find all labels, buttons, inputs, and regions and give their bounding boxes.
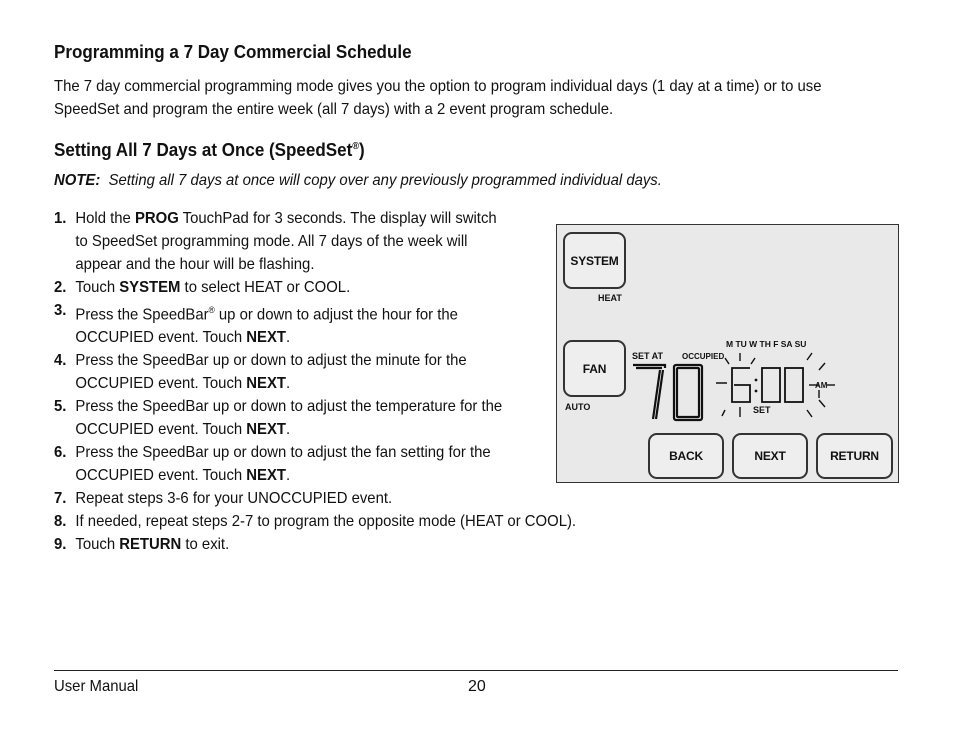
step-number: 7. (54, 490, 67, 508)
step-text: Press the SpeedBar up or down to adjust the fan setting for the OCCUPIED event. Touch (75, 444, 491, 485)
footer-divider (54, 670, 898, 671)
step-7 (54, 487, 708, 510)
step-number: 1. (54, 210, 67, 227)
step-text: to exit. (181, 536, 230, 554)
step-text: . (285, 421, 291, 439)
back-button[interactable]: BACK (648, 433, 724, 479)
step-keyword: PROG (134, 210, 179, 227)
fan-button[interactable]: FAN (563, 340, 626, 397)
step-number: 9. (54, 536, 67, 554)
thermostat-display (556, 224, 899, 483)
temperature-digit-7 (633, 365, 665, 419)
step-keyword: RETURN (119, 536, 182, 554)
step-text: Press the SpeedBar up or down to adjust the minute for the OCCUPIED event. Touch (75, 352, 467, 393)
steps-list (54, 207, 577, 556)
page-number: 20 (468, 678, 486, 695)
step-6 (54, 441, 512, 487)
step-text: If needed, repeat steps 2-7 to program the opposite mode (HEAT or COOL). (75, 513, 577, 531)
step-text: Press the SpeedBar (75, 306, 209, 324)
step-number: 4. (54, 352, 67, 370)
step-keyword: NEXT (246, 421, 286, 439)
step-text: . (285, 329, 291, 347)
step-3 (54, 299, 512, 349)
step-2 (54, 276, 512, 299)
step-number: 3. (54, 302, 67, 319)
step-number: 5. (54, 398, 67, 416)
time-colon (755, 379, 758, 382)
step-text: . (285, 375, 291, 393)
step-number: 8. (54, 513, 67, 531)
system-button[interactable]: SYSTEM (563, 232, 626, 289)
step-4 (54, 349, 512, 395)
days-indicator: M TU W TH F SA SU (726, 339, 807, 349)
step-text: . (285, 467, 291, 485)
step-5 (54, 395, 512, 441)
step-keyword: NEXT (246, 467, 286, 485)
section-heading-close: ) (359, 139, 365, 160)
step-text: TouchPad for 3 seconds. The display will switch to SpeedSet programming mode. All 7 days of the week will appear and the hour will be flashing. (75, 210, 497, 273)
step-number: 6. (54, 444, 67, 462)
step-text: Repeat steps 3-6 for your UNOCCUPIED event. (75, 490, 393, 508)
time-digit-6 (732, 368, 750, 402)
note-text: Setting all 7 days at once will copy over any previously programmed individual days. (108, 172, 662, 189)
page-heading: Programming a 7 Day Commercial Schedule (54, 41, 412, 62)
section-heading-text: Setting All 7 Days at Once (SpeedSet (54, 139, 353, 160)
note-label: NOTE: (54, 172, 101, 189)
step-1 (54, 207, 512, 276)
system-mode-label: HEAT (598, 293, 622, 303)
step-9 (54, 533, 708, 556)
step-text: up or down to adjust the hour for the OCCUPIED event. Touch (75, 306, 458, 347)
time-colon (755, 390, 758, 393)
next-button[interactable]: NEXT (732, 433, 808, 479)
temperature-digit-0 (674, 365, 702, 420)
step-text: to select HEAT or COOL. (180, 279, 351, 296)
time-digits-00 (762, 368, 803, 402)
registered-mark: ® (352, 140, 360, 152)
step-keyword: SYSTEM (119, 279, 181, 296)
note (54, 172, 662, 190)
step-keyword: NEXT (246, 329, 286, 347)
set-label: SET (753, 405, 771, 415)
footer-label: User Manual (54, 678, 139, 695)
step-number: 2. (54, 279, 67, 296)
step-text: Hold the (75, 210, 135, 227)
registered-mark: ® (208, 305, 215, 315)
step-text: Press the SpeedBar up or down to adjust the temperature for the OCCUPIED event. Touch (75, 398, 503, 439)
section-heading (54, 139, 365, 161)
set-at-label: SET AT (632, 351, 663, 361)
step-text: Touch (75, 536, 120, 554)
step-8 (54, 510, 708, 533)
fan-mode-label: AUTO (565, 402, 591, 412)
step-keyword: NEXT (246, 375, 286, 393)
am-indicator: AM (815, 381, 828, 390)
occupied-label: OCCUPIED (682, 352, 725, 361)
step-text: Touch (75, 279, 120, 296)
return-button[interactable]: RETURN (816, 433, 893, 479)
intro-paragraph: The 7 day commercial programming mode gives you the option to program individual days (1 day at a time) or to use SpeedSet and program the entire week (all 7 days) with a 2 event program schedule. (54, 78, 822, 118)
